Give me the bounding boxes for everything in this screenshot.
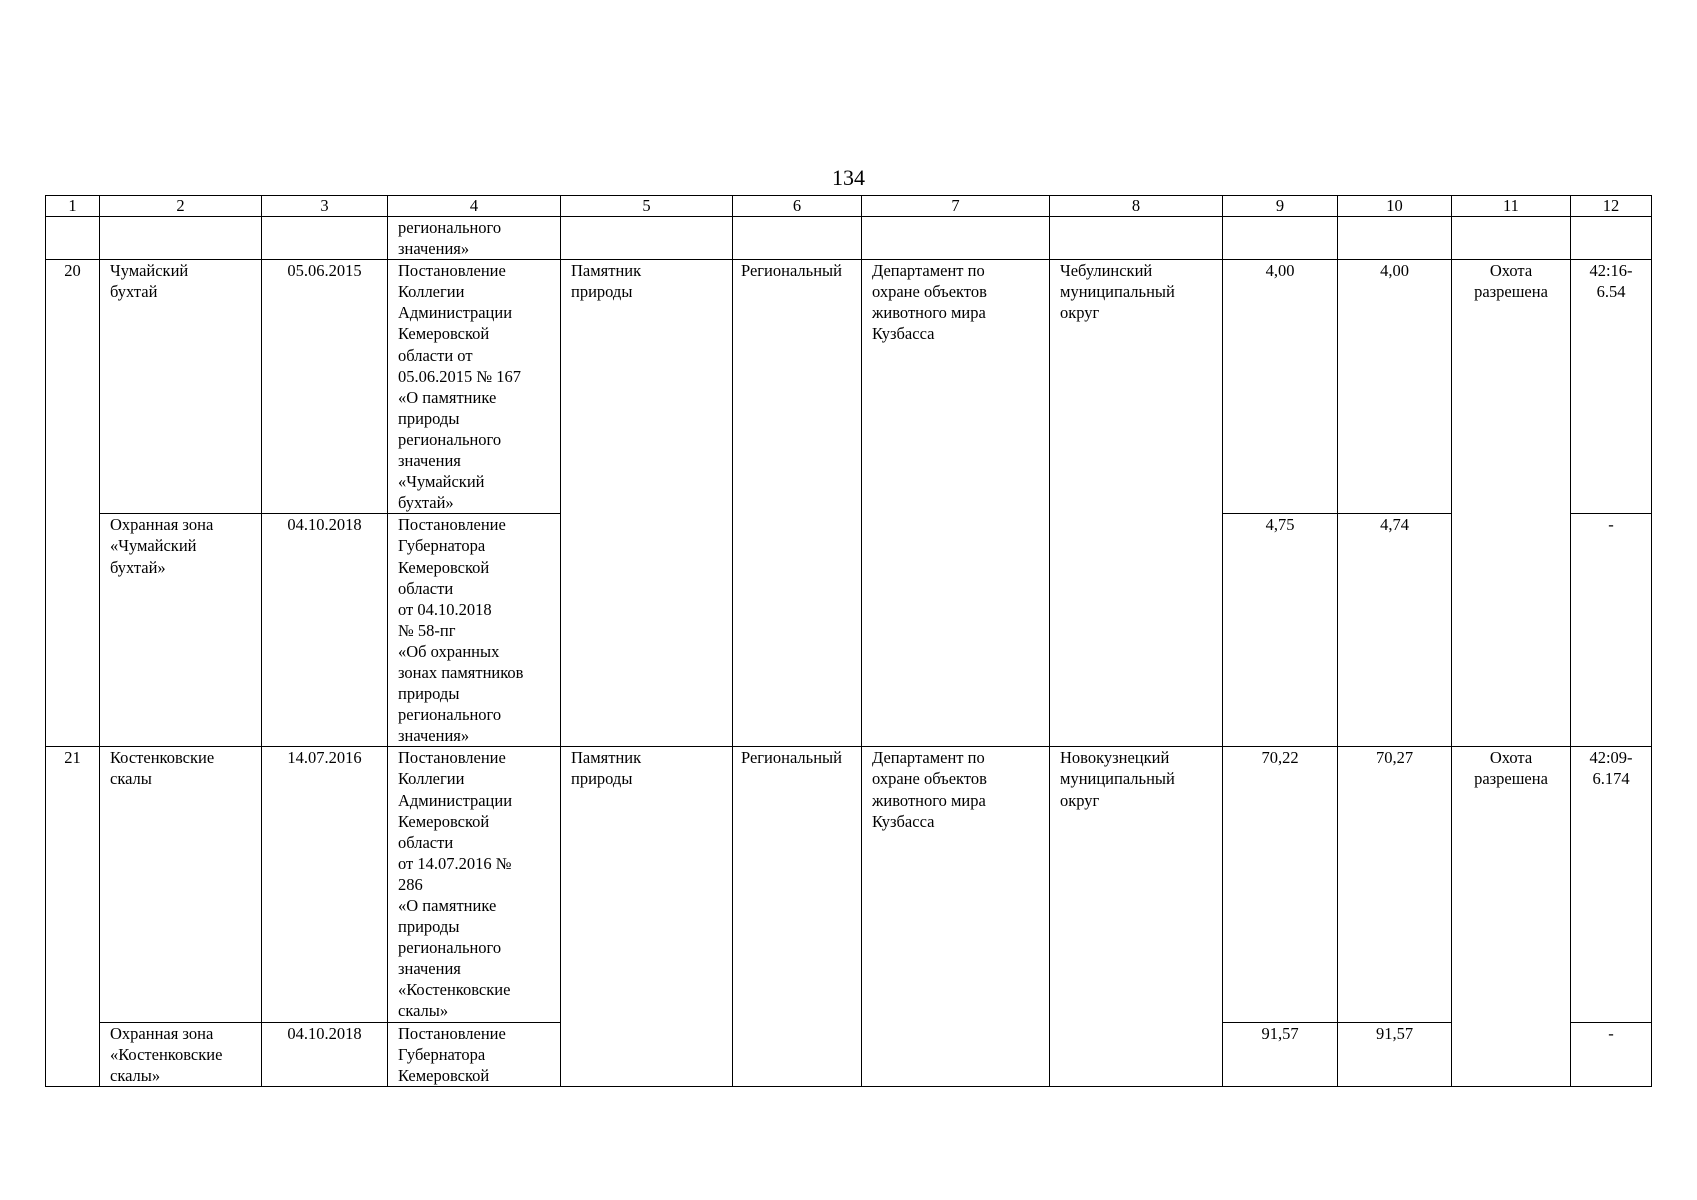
area-value: 70,27	[1338, 747, 1452, 1022]
registry-table	[45, 195, 1652, 1087]
area-value: 4,00	[1223, 260, 1338, 514]
column-header: 1	[46, 196, 100, 217]
significance: Региональный	[733, 260, 862, 747]
district: Новокузнецкий муниципальный округ	[1050, 747, 1223, 1087]
empty-cell	[733, 217, 862, 260]
column-header: 12	[1571, 196, 1652, 217]
table-row	[46, 747, 1652, 1022]
hunting-status: Охота разрешена	[1452, 260, 1571, 747]
column-header: 11	[1452, 196, 1571, 217]
empty-cell	[1050, 217, 1223, 260]
table-row	[46, 260, 1652, 514]
document-cell: Постановление Коллегии Администрации Кемеровской области от 05.06.2015 № 167 «О памятнике природы регионального значения «Чумайский бухтай»	[388, 260, 561, 514]
entry-number: 20	[46, 260, 100, 747]
column-header: 7	[862, 196, 1050, 217]
entry-number: 21	[46, 747, 100, 1087]
column-header: 8	[1050, 196, 1223, 217]
column-header: 6	[733, 196, 862, 217]
empty-cell	[1223, 217, 1338, 260]
column-number-row	[46, 196, 1652, 217]
empty-cell	[862, 217, 1050, 260]
empty-cell	[100, 217, 262, 260]
creation-date: 04.10.2018	[262, 1022, 388, 1086]
creation-date: 05.06.2015	[262, 260, 388, 514]
empty-cell	[46, 217, 100, 260]
area-value: 4,74	[1338, 514, 1452, 747]
column-header: 2	[100, 196, 262, 217]
object-name: Чумайский бухтай	[100, 260, 262, 514]
authority: Департамент по охране объектов животного мира Кузбасса	[862, 747, 1050, 1087]
creation-date: 04.10.2018	[262, 514, 388, 747]
area-value: 91,57	[1223, 1022, 1338, 1086]
empty-cell	[561, 217, 733, 260]
column-header: 10	[1338, 196, 1452, 217]
empty-cell	[1452, 217, 1571, 260]
object-name: Костенковские скалы	[100, 747, 262, 1022]
area-value: 70,22	[1223, 747, 1338, 1022]
page-number: 134	[832, 165, 865, 190]
object-name: Охранная зона «Костенковские скалы»	[100, 1022, 262, 1086]
area-value: 4,75	[1223, 514, 1338, 747]
significance: Региональный	[733, 747, 862, 1087]
creation-date: 14.07.2016	[262, 747, 388, 1022]
document-cell: регионального значения»	[388, 217, 561, 260]
area-value: 91,57	[1338, 1022, 1452, 1086]
cadastral-number: 42:09- 6.174	[1571, 747, 1652, 1022]
column-header: 9	[1223, 196, 1338, 217]
cadastral-number: -	[1571, 514, 1652, 747]
empty-cell	[1338, 217, 1452, 260]
column-header: 3	[262, 196, 388, 217]
column-header: 4	[388, 196, 561, 217]
cadastral-number: 42:16- 6.54	[1571, 260, 1652, 514]
object-name: Охранная зона «Чумайский бухтай»	[100, 514, 262, 747]
empty-cell	[262, 217, 388, 260]
document-cell: Постановление Губернатора Кемеровской области от 04.10.2018 № 58-пг «Об охранных зонах памятников природы регионального значения»	[388, 514, 561, 747]
area-value: 4,00	[1338, 260, 1452, 514]
object-type: Памятник природы	[561, 260, 733, 747]
district: Чебулинский муниципальный округ	[1050, 260, 1223, 747]
continuation-row	[46, 217, 1652, 260]
empty-cell	[1571, 217, 1652, 260]
authority: Департамент по охране объектов животного мира Кузбасса	[862, 260, 1050, 747]
object-type: Памятник природы	[561, 747, 733, 1087]
hunting-status: Охота разрешена	[1452, 747, 1571, 1087]
document-cell: Постановление Коллегии Администрации Кемеровской области от 14.07.2016 № 286 «О памятнике природы регионального значения «Костенковские скалы»	[388, 747, 561, 1022]
column-header: 5	[561, 196, 733, 217]
cadastral-number: -	[1571, 1022, 1652, 1086]
document-cell: Постановление Губернатора Кемеровской	[388, 1022, 561, 1086]
